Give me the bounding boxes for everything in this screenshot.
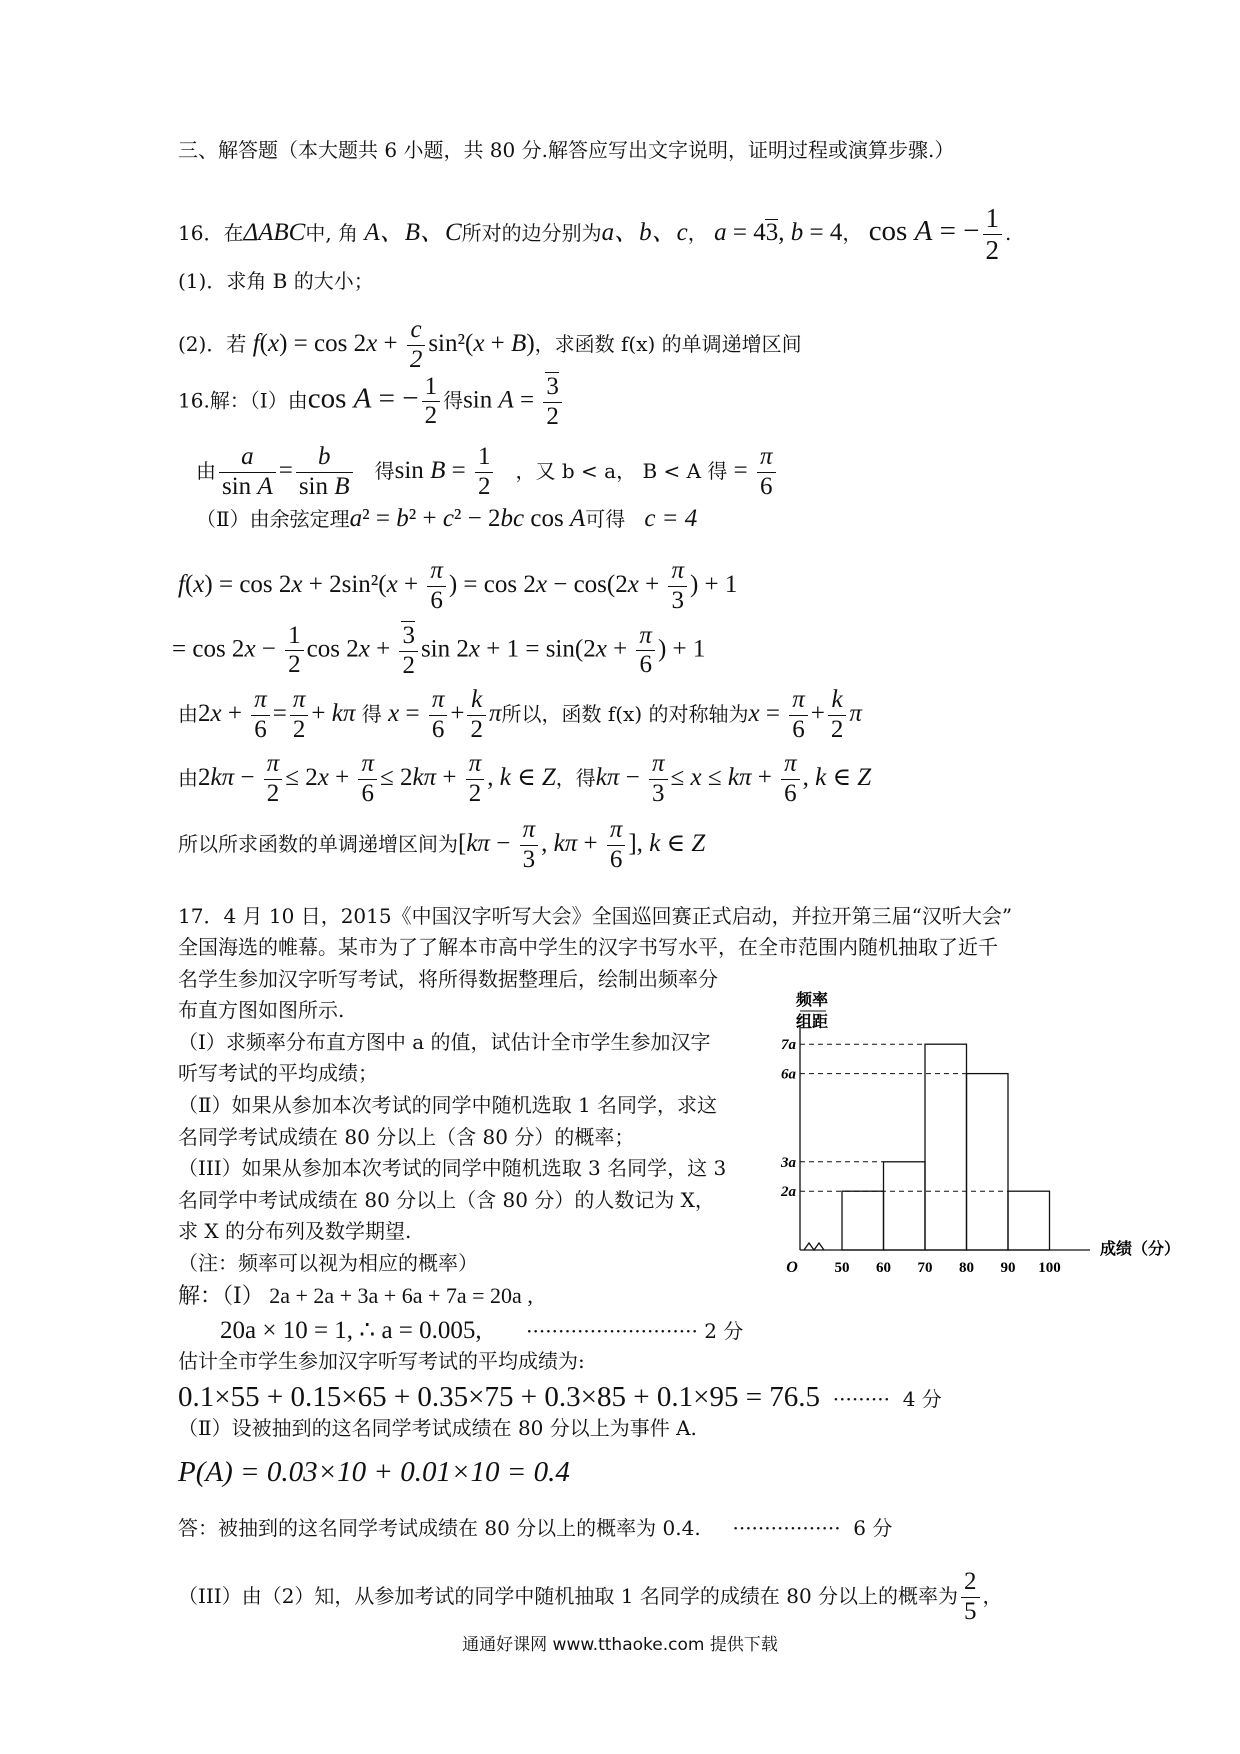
- q17-line8: 名同学考试成绩在 80 分以上（含 80 分）的概率；: [178, 1125, 635, 1149]
- page-footer: 通通好课网 www.tthaoke.com 提供下载: [462, 1635, 778, 1655]
- sol16-line2: 由 $\frac{a}{\text{sin A}}$ = $\frac{b}{\text{sin B}}$ 得sin B = $\frac{1}{2}$ ，又 b < a， B < A 得 = $\frac{\pi}{6}$: [196, 443, 779, 502]
- sol16-line8: 所以所求函数的单调递增区间为[kπ − $\frac{\pi}{3}$ , kπ + $\frac{\pi}{6}$ ], k ∈ Z: [178, 816, 706, 873]
- histogram-bar-80-90: [967, 1074, 1009, 1250]
- sol17-line8: （III）由（2）知，从参加考试的同学中随机抽取 1 名同学的成绩在 80 分以上的概率为 $\frac{2}{5}$ ，: [178, 1568, 1003, 1625]
- sol17-line4: 0.1×55 + 0.15×65 + 0.35×75 + 0.3×85 + 0.1×95 = 76.5 ········· 4 分: [178, 1381, 942, 1413]
- q17-line7: （Ⅱ）如果从参加本次考试的同学中随机选取 1 名同学，求这: [178, 1093, 718, 1117]
- origin-label: O: [786, 1259, 798, 1276]
- histogram-bar-50-60: [842, 1191, 884, 1250]
- q17-line2: 全国海选的帷幕。某市为了了解本市高中学生的汉字书写水平，在全市范围内随机抽取了近千: [178, 935, 998, 959]
- sol16-line3: （Ⅱ）由余弦定理a² = b² + c² − 2bc cos A可得 c = 4: [196, 505, 698, 532]
- x-axis-label: 成绩（分）: [1099, 1241, 1180, 1258]
- ylabel-bottom: 组距: [795, 1014, 829, 1031]
- sol17-line7: 答：被抽到的这名同学考试成绩在 80 分以上的概率为 0.4. ················· 6 分: [178, 1516, 893, 1540]
- q17-line6: 听写考试的平均成绩；: [178, 1061, 378, 1085]
- histogram-bar-90-100: [1008, 1191, 1050, 1250]
- sol16-line7: 由2kπ − $\frac{\pi}{2}$ ≤ 2x + $\frac{\pi}{6}$ ≤ 2kπ + $\frac{\pi}{2}$ , k ∈ Z，得kπ − $\frac{\pi}{3}$ ≤ x ≤ kπ + $\frac{\pi}{6}$ , k ∈ Z: [178, 750, 872, 807]
- y-tick-label: 2a: [781, 1184, 796, 1201]
- x-tick-label: 50: [834, 1260, 850, 1276]
- q17-line11: 求 X 的分布列及数学期望.: [178, 1219, 412, 1243]
- x-tick-label: 90: [1000, 1260, 1016, 1276]
- x-tick-label: 80: [959, 1260, 974, 1276]
- q17-line5: （Ⅰ）求频率分布直方图中 a 的值，试估计全市学生参加汉字: [178, 1030, 711, 1054]
- section-title: 三、解答题（本大题共 6 小题，共 80 分.解答应写出文字说明，证明过程或演算步骤.）: [178, 138, 955, 162]
- sol16-line5: = cos 2x − $\frac{1}{2}$ cos 2x + $\frac{3}{2}$ sin 2x + 1 = sin(2x + $\frac{\pi}{6}$ ) + 1: [172, 621, 706, 679]
- sol17-line3: 估计全市学生参加汉字听写考试的平均成绩为:: [178, 1349, 585, 1373]
- x-tick-label: 70: [917, 1260, 933, 1276]
- q17-line4: 布直方图如图所示.: [178, 998, 345, 1022]
- q17-line3: 名学生参加汉字听写考试，将所得数据整理后，绘制出频率分: [178, 967, 718, 991]
- q17-line12: （注：频率可以视为相应的概率）: [178, 1251, 478, 1275]
- q17-line9: （III）如果从参加本次考试的同学中随机选取 3 名同学，这 3: [178, 1156, 727, 1180]
- q17-line10: 名同学中考试成绩在 80 分以上（含 80 分）的人数记为 X，: [178, 1188, 715, 1212]
- frequency-histogram: [780, 985, 1180, 1300]
- sol17-line5: （Ⅱ）设被抽到的这名同学考试成绩在 80 分以上为事件 A.: [178, 1416, 697, 1440]
- sol17-line1: 解：（Ⅰ） 2a + 2a + 3a + 6a + 7a = 20a ,: [178, 1283, 533, 1308]
- q16-part2: (2)．若 f(x) = cos 2x + $\frac{c}{2}$ sin²(x + B)，求函数 f(x) 的单调递增区间: [178, 316, 802, 373]
- x-tick-label: 100: [1038, 1260, 1061, 1276]
- histogram-bar-70-80: [925, 1044, 967, 1250]
- sol16-line4: f(x) = cos 2x + 2sin²(x + $\frac{\pi}{6}$ ) = cos 2x − cos(2x + $\frac{\pi}{3}$ ) + 1: [178, 557, 738, 614]
- ylabel-top: 频率: [795, 992, 829, 1009]
- sol17-line2: 20a × 10 = 1, ∴ a = 0.005, ··························· 2 分: [220, 1317, 744, 1344]
- sol16-line6: 由2x + $\frac{\pi}{6}$ = $\frac{\pi}{2}$ + kπ 得 x = $\frac{\pi}{6}$ + $\frac{k}{2}$ π所以，函数 f(x) 的对称轴为x = $\frac{\pi}{6}$ + $\frac{k}{2}$ π: [178, 686, 862, 743]
- sol16-line1: 16.解：（Ⅰ）由cos A = − $\frac{1}{2}$ 得sin A = $\frac{3}{2}$: [178, 372, 565, 432]
- y-tick-label: 6a: [781, 1066, 796, 1083]
- q16-statement: 16．在ΔABC中, 角 A、B、C所对的边分别为a、b、c， a = 43, b = 4， cos A = − $\frac{1}{2}$ .: [178, 203, 1012, 266]
- histogram-bar-60-70: [884, 1162, 926, 1250]
- sol17-line6: P(A) = 0.03×10 + 0.01×10 = 0.4: [178, 1456, 570, 1488]
- q16-part1: (1)．求角 B 的大小；: [178, 269, 374, 293]
- q17-line1: 17．4 月 10 日，2015《中国汉字听写大会》全国巡回赛正式启动，并拉开第三届“汉听大会”: [178, 904, 1013, 928]
- y-tick-label: 3a: [781, 1154, 796, 1171]
- y-tick-label: 7a: [781, 1037, 796, 1054]
- x-tick-label: 60: [876, 1260, 891, 1276]
- axis-break-mark: [804, 1243, 824, 1250]
